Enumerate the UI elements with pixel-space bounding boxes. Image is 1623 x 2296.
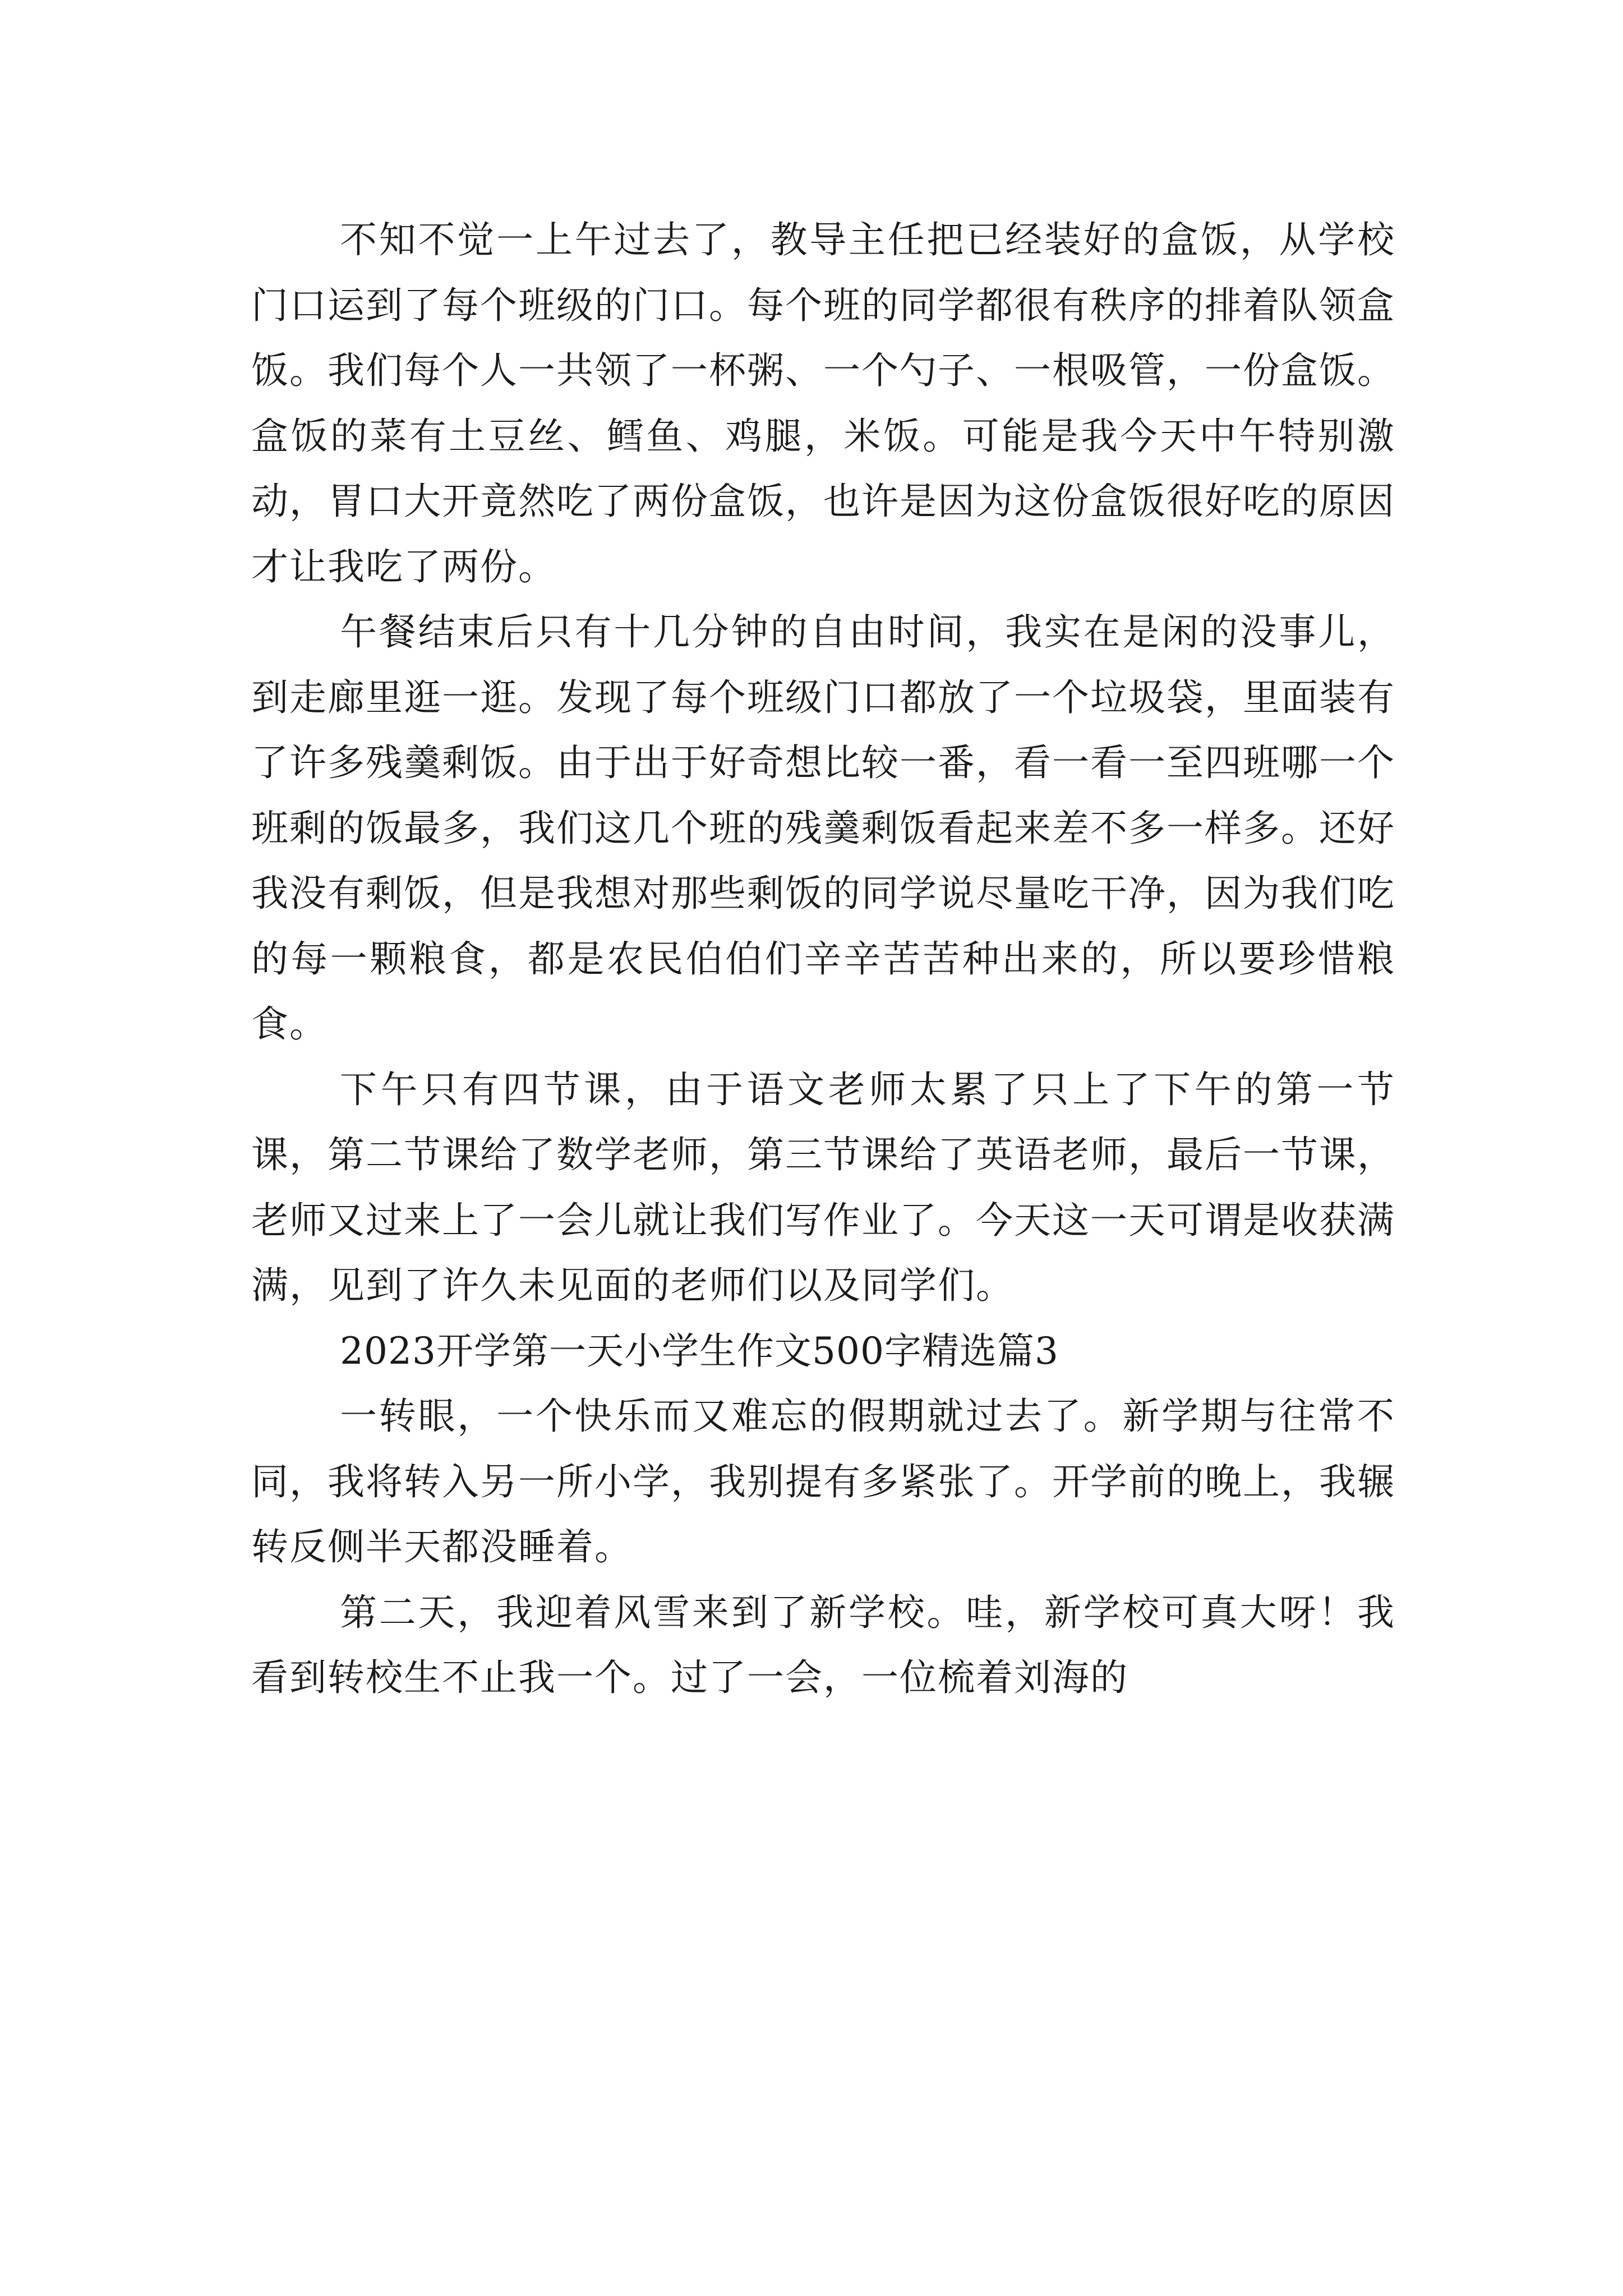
- document-body: [251, 208, 1395, 1711]
- paragraph-holiday-end: 一转眼，一个快乐而又难忘的假期就过去了。新学期与往常不同，我将转入另一所小学，我别提有多紧张了。开学前的晚上，我辗转反侧半天都没睡着。: [251, 1395, 1395, 1568]
- paragraph-lunch: 不知不觉一上午过去了，教导主任把已经装好的盒饭，从学校门口运到了每个班级的门口。每个班的同学都很有秩序的排着队领盒饭。我们每个人一共领了一杯粥、一个勺子、一根吸管，一份盒饭。盒饭的菜有土豆丝、鳕鱼、鸡腿，米饭。可能是我今天中午特别激动，胃口大开竟然吃了两份盒饭，也许是因为这份盒饭很好吃的原因才让我吃了两份。: [251, 218, 1395, 588]
- section-heading: 2023开学第一天小学生作文500字精选篇3: [340, 1329, 1059, 1373]
- paragraph-new-school: 第二天，我迎着风雪来到了新学校。哇，新学校可真大呀！我看到转校生不止我一个。过了一会，一位梳着刘海的: [251, 1590, 1395, 1699]
- paragraph-afternoon: 下午只有四节课，由于语文老师太累了只上了下午的第一节课，第二节课给了数学老师，第三节课给了英语老师，最后一节课，老师又过来上了一会儿就让我们写作业了。今天这一天可谓是收获满满，见到了许久未见面的老师们以及同学们。: [251, 1068, 1395, 1307]
- paragraph-after-lunch: 午餐结束后只有十几分钟的自由时间，我实在是闲的没事儿，到走廊里逛一逛。发现了每个班级门口都放了一个垃圾袋，里面装有了许多残羹剩饭。由于出于好奇想比较一番，看一看一至四班哪一个班剩的饭最多，我们这几个班的残羹剩饭看起来差不多一样多。还好我没有剩饭，但是我想对那些剩饭的同学说尽量吃干净，因为我们吃的每一颗粮食，都是农民伯伯们辛辛苦苦种出来的，所以要珍惜粮食。: [251, 610, 1395, 1046]
